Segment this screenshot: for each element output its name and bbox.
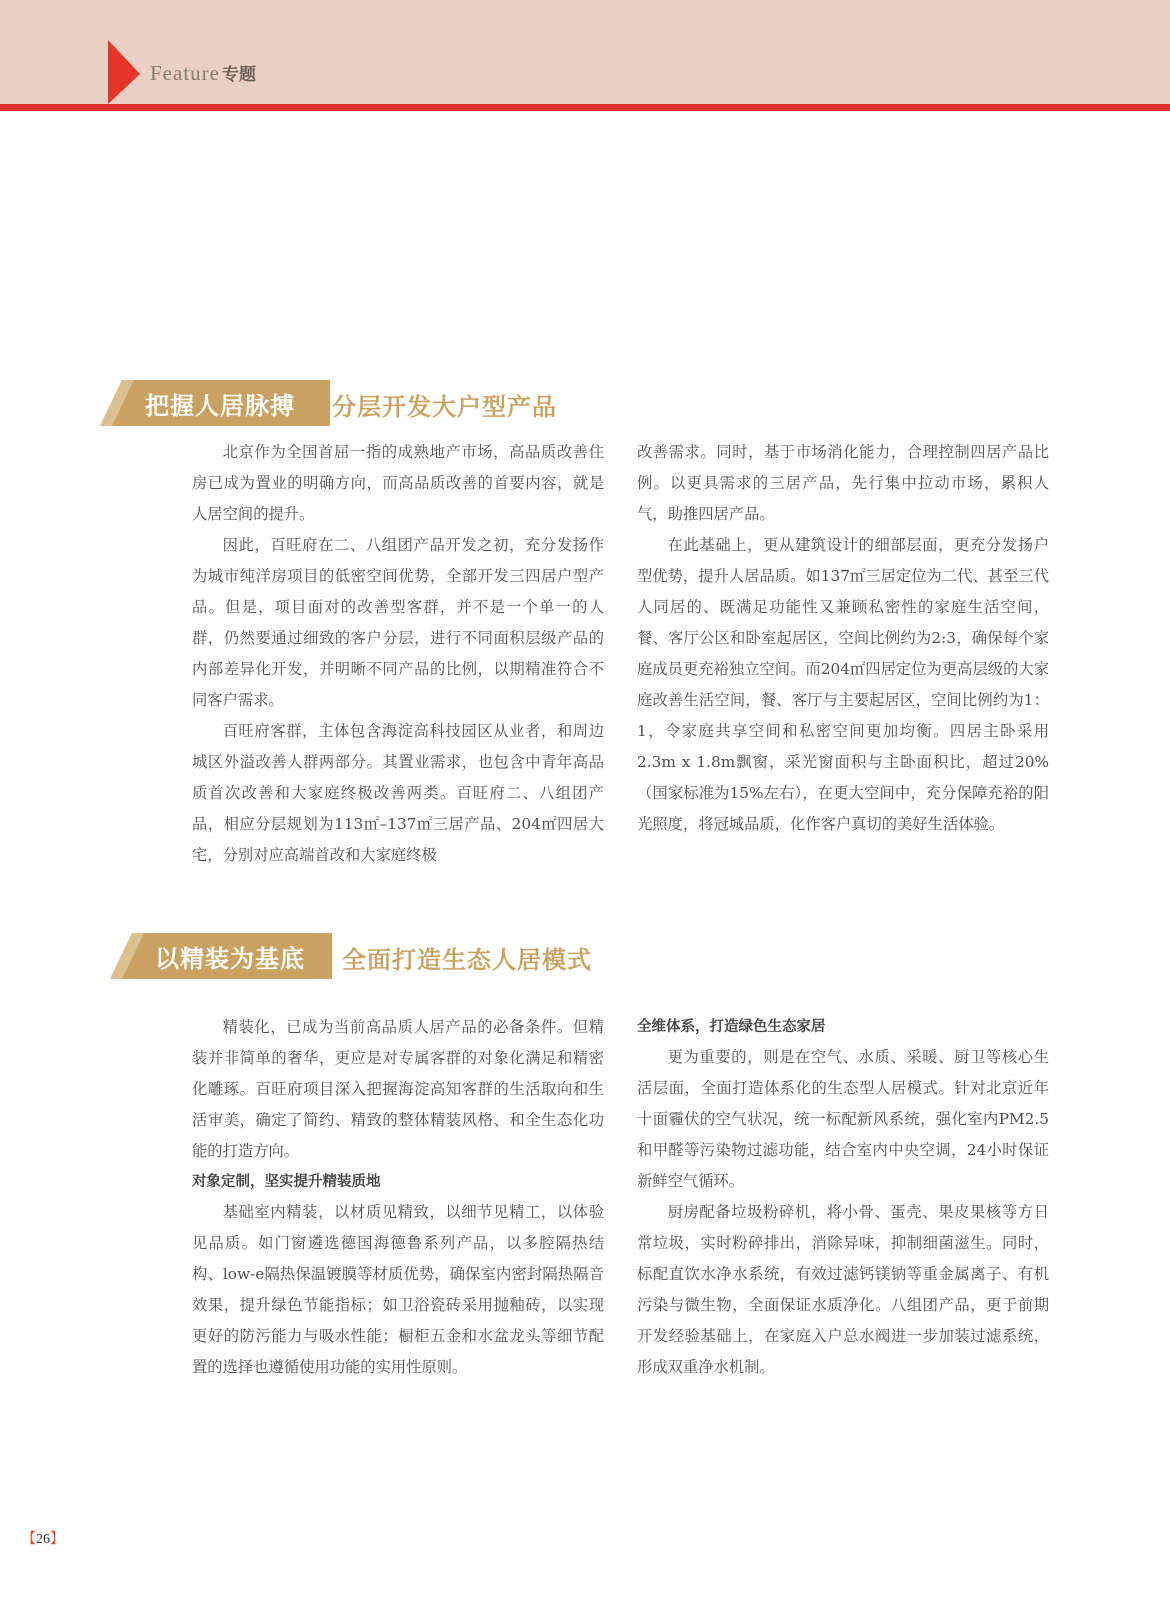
page-number-value: 26 (36, 1532, 50, 1547)
subheading: 对象定制，坚实提升精装质地 (192, 1174, 381, 1190)
section-2-subtitle: 全面打造生态人居模式 (342, 946, 592, 974)
section-2-heading (110, 933, 630, 979)
page-bracket-close: 】 (50, 1532, 64, 1547)
paragraph: 因此，百旺府在二、八组团产品开发之初，充分发扬作为城市纯洋房项目的低密空间优势，全部开发三四居户型产品。但是，项目面对的改善型客群，并不是一个单一的人群，仍然要通过细致的客户分层，进行不同面积层级产品的内部差异化开发，并明晰不同产品的比例，以期精准符合不同客户需求。 (192, 536, 604, 709)
paragraph: 精装化，已成为当前高品质人居产品的必备条件。但精装并非简单的奢华，更应是对专属客群的对象化满足和精密化雕琢。百旺府项目深入把握海淀高知客群的生活取向和生活审美，确定了简约、精致的整体精装风格、和全生态化功能的打造方向。 (192, 1018, 604, 1160)
paragraph: 更为重要的，则是在空气、水质、采暖、厨卫等核心生活层面，全面打造体系化的生态型人居模式。针对北京近年十面霾伏的空气状况，统一标配新风系统，强化室内PM2.5和甲醛等污染物过滤功能，结合室内中央空调，24小时保证新鲜空气循环。 (637, 1048, 1049, 1190)
section-2-label: 以精装为基底 (155, 945, 305, 973)
paragraph: 厨房配备垃圾粉碎机，将小骨、蛋壳、果皮果核等方日常垃圾，实时粉碎排出，消除异味，抑制细菌滋生。同时，标配直饮水净水系统，有效过滤钙镁钠等重金属离子、有机污染与微生物，全面保证水质净化。八组团产品，更于前期开发经验基础上，在家庭入户总水阀进一步加装过滤系统，形成双重净水机制。 (637, 1203, 1049, 1376)
paragraph: 基础室内精装，以材质见精致，以细节见精工，以体验见品质。如门窗遴选德国海德鲁系列产品，以多腔隔热结构、low-e隔热保温镀膜等材质优势，确保室内密封隔热隔音效果，提升绿色节能指标；如卫浴瓷砖采用抛釉砖，以实现更好的防污能力与吸水性能；橱柜五金和水盆龙头等细节配置的选择也遵循使用功能的实用性原则。 (192, 1203, 604, 1376)
section-1-right-column (637, 437, 1049, 840)
section-1-left-column (192, 437, 604, 871)
paragraph: 北京作为全国首屈一指的成熟地产市场，高品质改善住房已成为置业的明确方向，而高品质改善的首要内容，就是人居空间的提升。 (192, 443, 604, 523)
header-zhuanti-text: 专题 (221, 65, 256, 85)
section-2-right-column (637, 1012, 1049, 1383)
subheading: 全维体系，打造绿色生态家居 (637, 1019, 826, 1035)
paragraph: 在此基础上，更从建筑设计的细部层面，更充分发扬户型优势，提升人居品质。如137㎡三居定位为二代、甚至三代人同居的、既满足功能性又兼顾私密性的家庭生活空间，餐、客厅公区和卧室起居区，空间比例约为2:3，确保每个家庭成员更充裕独立空间。而204㎡四居定位为更高层级的大家庭改善生活空间，餐、客厅与主要起居区，空间比例约为1：1，令家庭共享空间和私密空间更加均衡。四居主卧采用2.3m x 1.8m飘窗，采光窗面积与主卧面积比，超过20%（国家标准为15%左右），在更大空间中，充分保障充裕的阳光照度，将冠城品质，化作客户真切的美好生活体验。 (637, 536, 1049, 833)
section-1-subtitle: 分层开发大户型产品 (332, 393, 557, 421)
paragraph: 百旺府客群，主体包含海淀高科技园区从业者，和周边城区外溢改善人群两部分。其置业需求，也包含中青年高品质首次改善和大家庭终极改善两类。百旺府二、八组团产品，相应分层规划为113㎡–137㎡三居产品、204㎡四居大宅，分别对应高端首改和大家庭终极 (192, 722, 604, 864)
section-1-label: 把握人居脉搏 (145, 392, 295, 420)
paragraph: 改善需求。同时，基于市场消化能力，合理控制四居产品比例。以更具需求的三居产品，先行集中拉动市场，累积人气，助推四居产品。 (637, 443, 1049, 523)
section-1-heading (100, 380, 620, 426)
header-title (150, 60, 256, 90)
header-feature-text: Feature (150, 61, 220, 85)
page-bracket-open: 【 (22, 1532, 36, 1547)
section-2-left-column (192, 1012, 604, 1383)
page-number (22, 1528, 64, 1548)
header-rule (0, 104, 1170, 111)
